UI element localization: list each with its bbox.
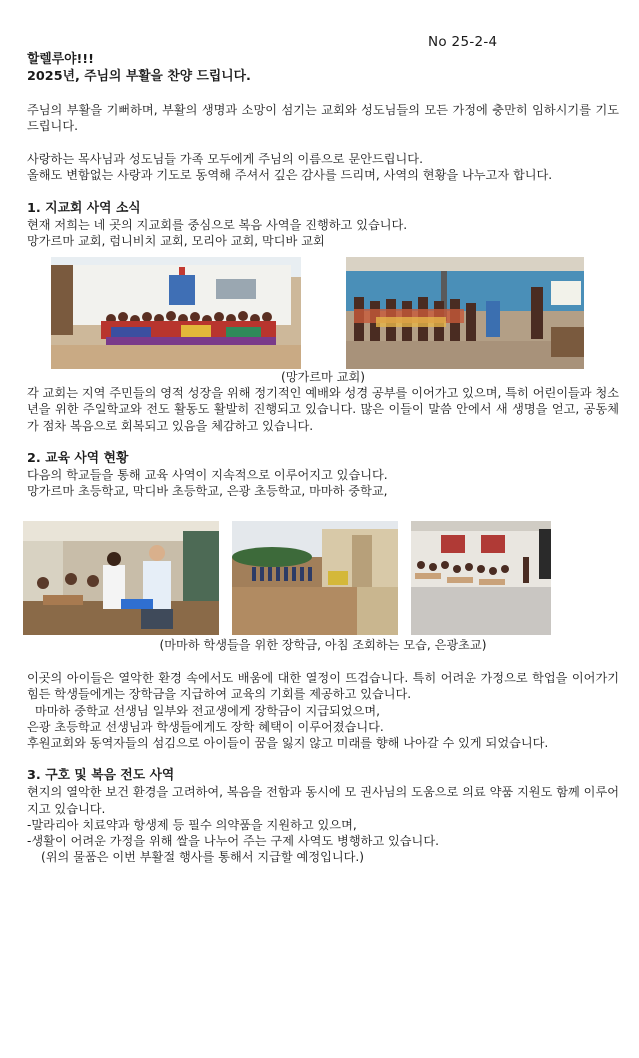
section2-school-list: 망가르마 초등학교, 막디바 초등학교, 은광 초등학교, 마마하 중학교, [27, 484, 388, 499]
section2-paragraph: 이곳의 아이들은 열악한 환경 속에서도 배움에 대한 열정이 뜨겁습니다. 특히 어려운 가정으로 학업을 이어가기 힘든 학생들에게는 장학금을 지급하여 교육의 기회를 제공하고 있습니다. [27, 671, 619, 702]
section3-line3: (위의 물품은 이번 부활절 행사를 통해서 지급할 예정입니다.) [41, 849, 365, 864]
section1-title: 1. 지교회 사역 소식 [27, 200, 141, 216]
intro-paragraph-1: 주님의 부활을 기뻐하며, 부활의 생명과 소망이 섬기는 교회와 성도님들의 모든 가정에 충만히 임하시기를 기도드립니다. [27, 103, 619, 134]
section3-line2: -생활이 어려운 가정을 위해 쌀을 나누어 주는 구제 사역도 병행하고 있습니다. [27, 833, 439, 848]
section1-photo-row [27, 257, 619, 369]
section1-church-list: 망가르마 교회, 럼니비치 교회, 모리아 교회, 막디바 교회 [27, 234, 325, 249]
church-interior-photo-icon [346, 257, 584, 369]
section3-paragraph: 현지의 열악한 보건 환경을 고려하여, 복음을 전함과 동시에 모 권사님의 도움으로 의료 약품 지원도 함께 이루어지고 있습니다. [27, 785, 619, 816]
section2-line3: 마마하 중학교 선생님 일부와 전교생에게 장학금이 지급되었으며, [35, 703, 380, 718]
document-number: No 25-2-4 [428, 34, 498, 50]
assembly-photo-icon [232, 521, 398, 635]
section1-line1: 현재 저희는 네 곳의 지교회를 중심으로 복음 사역을 진행하고 있습니다. [27, 218, 408, 233]
section1-photo-caption: (망가르마 교회) [280, 370, 366, 385]
headline: 2025년, 주님의 부활을 찬양 드립니다. [27, 68, 251, 84]
greeting: 할렐루야!!! [27, 52, 94, 67]
section3-line1: -말라리아 치료약과 항생제 등 필수 의약품을 지원하고 있으며, [27, 817, 357, 832]
church-group-photo-icon [51, 257, 301, 369]
section3-title: 3. 구호 및 복음 전도 사역 [27, 767, 175, 783]
section2-paragraph2: 후원교회와 동역자들의 섬김으로 아이들이 꿈을 잃지 않고 미래를 향해 나아갈 수 있게 되었습니다. [27, 735, 549, 750]
intro-paragraph-3: 올해도 변함없는 사랑과 기도로 동역해 주셔서 깊은 감사를 드리며, 사역의 현황을 나누고자 합니다. [27, 168, 553, 183]
section2-line4: 은광 초등학교 선생님과 학생들에게도 장학 혜택이 이루어졌습니다. [27, 719, 384, 734]
section2-photo-row [23, 521, 619, 635]
scholarship-photo-icon [23, 521, 219, 635]
section2-line1: 다음의 학교들을 통해 교육 사역이 지속적으로 이루어지고 있습니다. [27, 468, 388, 483]
section2-photo-caption: (마마하 학생들을 위한 장학금, 아침 조회하는 모습, 은광초교) [159, 638, 487, 653]
section2-title: 2. 교육 사역 현황 [27, 450, 129, 466]
intro-paragraph-2: 사랑하는 목사님과 성도님들 가족 모두에게 주님의 이름으로 문안드립니다. [27, 152, 423, 167]
letter-body [27, 52, 619, 865]
section1-paragraph: 각 교회는 지역 주민들의 영적 성장을 위해 정기적인 예배와 성경 공부를 이어가고 있으며, 특히 어린이들과 청소년을 위한 주일학교와 전도 활동도 활발히 진행되고 있습니다. 많은 이들이 말씀 안에서 새 생명을 얻고, 공동체가 점차 복음으로 회복되고 있음을 체감하고 있습니다. [27, 386, 619, 433]
classroom-photo-icon [411, 521, 551, 635]
